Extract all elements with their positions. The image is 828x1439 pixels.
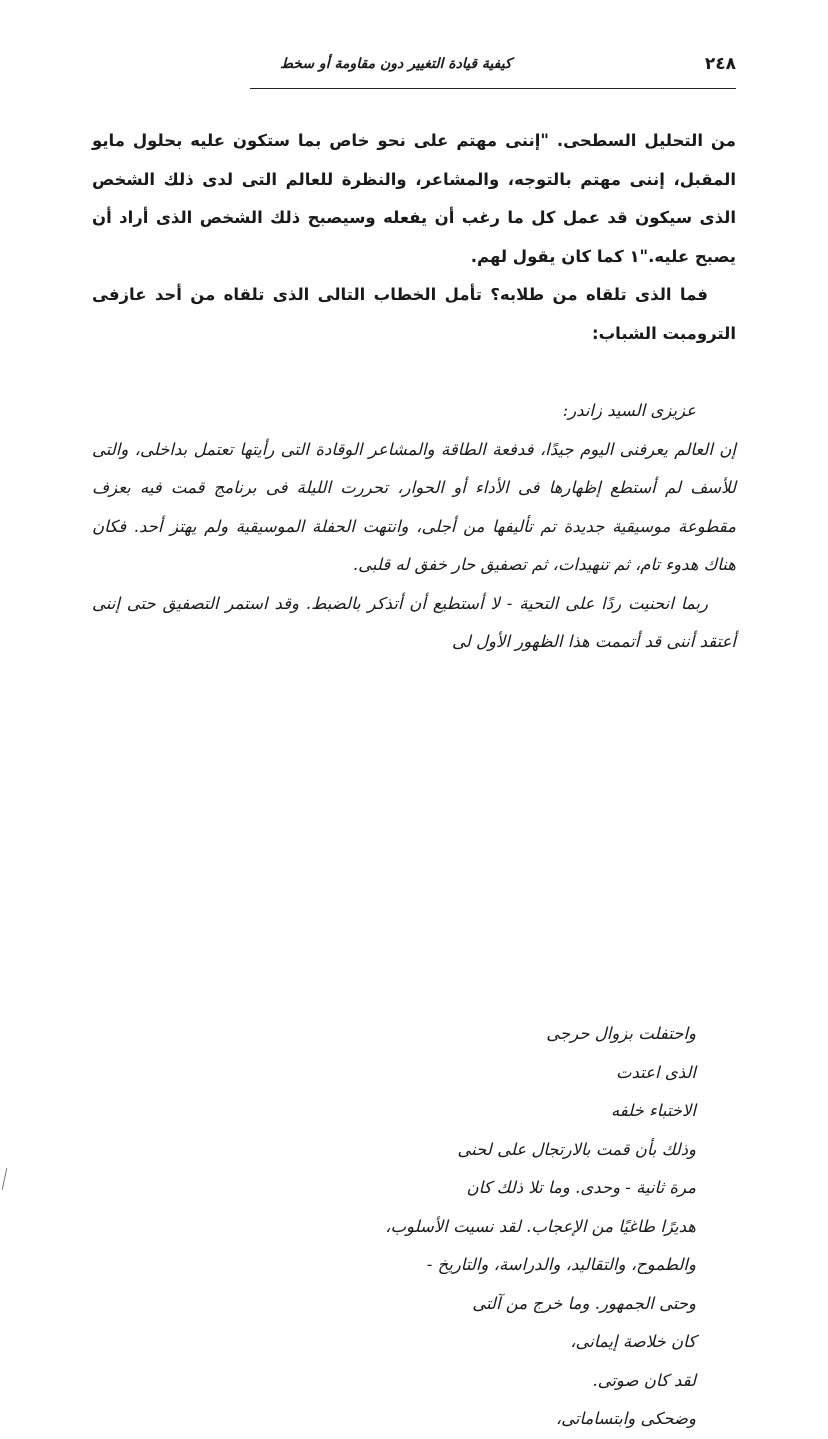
verse-line: وذلك بأن قمت بالارتجال على لحنى — [457, 1139, 696, 1159]
page-number: ٢٤٨ — [704, 54, 736, 74]
letter-paragraph-2: ربما انحنيت ردًا على التحية - لا أستطيع أن أتذكر بالضبط. وقد استمر التصفيق حتى إننى أعتقد أننى قد أتممت هذا الظهور الأول لى — [92, 593, 736, 651]
verse-line: مرة ثانية - وحدى. وما تلا ذلك كان — [466, 1178, 696, 1197]
letter-salutation: عزيزى السيد زاندر: — [562, 401, 696, 420]
body-paragraph-2: فما الذى تلقاه من طلابه؟ تأمل الخطاب التالى الذى تلقاه من أحد عازفى الترومبت الشباب: — [92, 285, 736, 343]
running-title: كيفية قيادة التغيير دون مقاومة أو سخط — [280, 56, 512, 72]
verse-line: الاختباء خلفه — [610, 1101, 696, 1120]
quoted-letter — [92, 392, 736, 662]
verse-line: وحتى الجمهور. وما خرج من آلتى — [472, 1293, 696, 1313]
verse-line: والطموح، والتقاليد، والدراسة، والتاريخ - — [426, 1255, 696, 1274]
verse-line: لقد كان صوتى. — [592, 1370, 696, 1390]
letter-paragraph-1: إن العالم يعرفنى اليوم جيدًا، فدفعة الطاقة والمشاعر الوقادة التى رأيتها تعتمل بداخلى، والتى للأسف لم أستطع إظهارها فى الأداء أو الحوار، تحررت الليلة فى برنامج قمت فيه بعزف مقطوعة موسيقية جديدة تم تأليفها من أجلى، وانتهت الحفلة الموسيقية ولم يهتز أحد. فكان هناك هدوء تام، ثم تنهيدات، ثم تصفيق حار خفق له قلبى. — [92, 439, 736, 574]
verse-line: الذى اعتدت — [615, 1062, 696, 1082]
verse-line: هديرًا طاغيًا من الإعجاب. لقد نسيت الأسلوب، — [385, 1216, 696, 1236]
verse-line: وضحكى وابتساماتى، — [555, 1409, 696, 1428]
verse-line: كان خلاصة إيمانى، — [570, 1332, 696, 1351]
verse-line: واحتفلت بزوال حرجى — [546, 1024, 696, 1043]
margin-mark — [2, 1168, 8, 1190]
body-text — [92, 122, 736, 353]
body-paragraph-1: من التحليل السطحى. "إننى مهتم على نحو خاص بما ستكون عليه بحلول مايو المقبل، إننى مهتم بالتوجه، والمشاعر، والنظرة للعالم التى لدى ذلك الشخص الذى سيكون قد عمل كل ما رغب أن يفعله وسيصبح ذلك الشخص الذى أراد أن يصبح عليه."١ كما كان يقول لهم. — [92, 131, 736, 266]
letter-verse — [385, 1015, 696, 1439]
running-header — [250, 52, 736, 89]
